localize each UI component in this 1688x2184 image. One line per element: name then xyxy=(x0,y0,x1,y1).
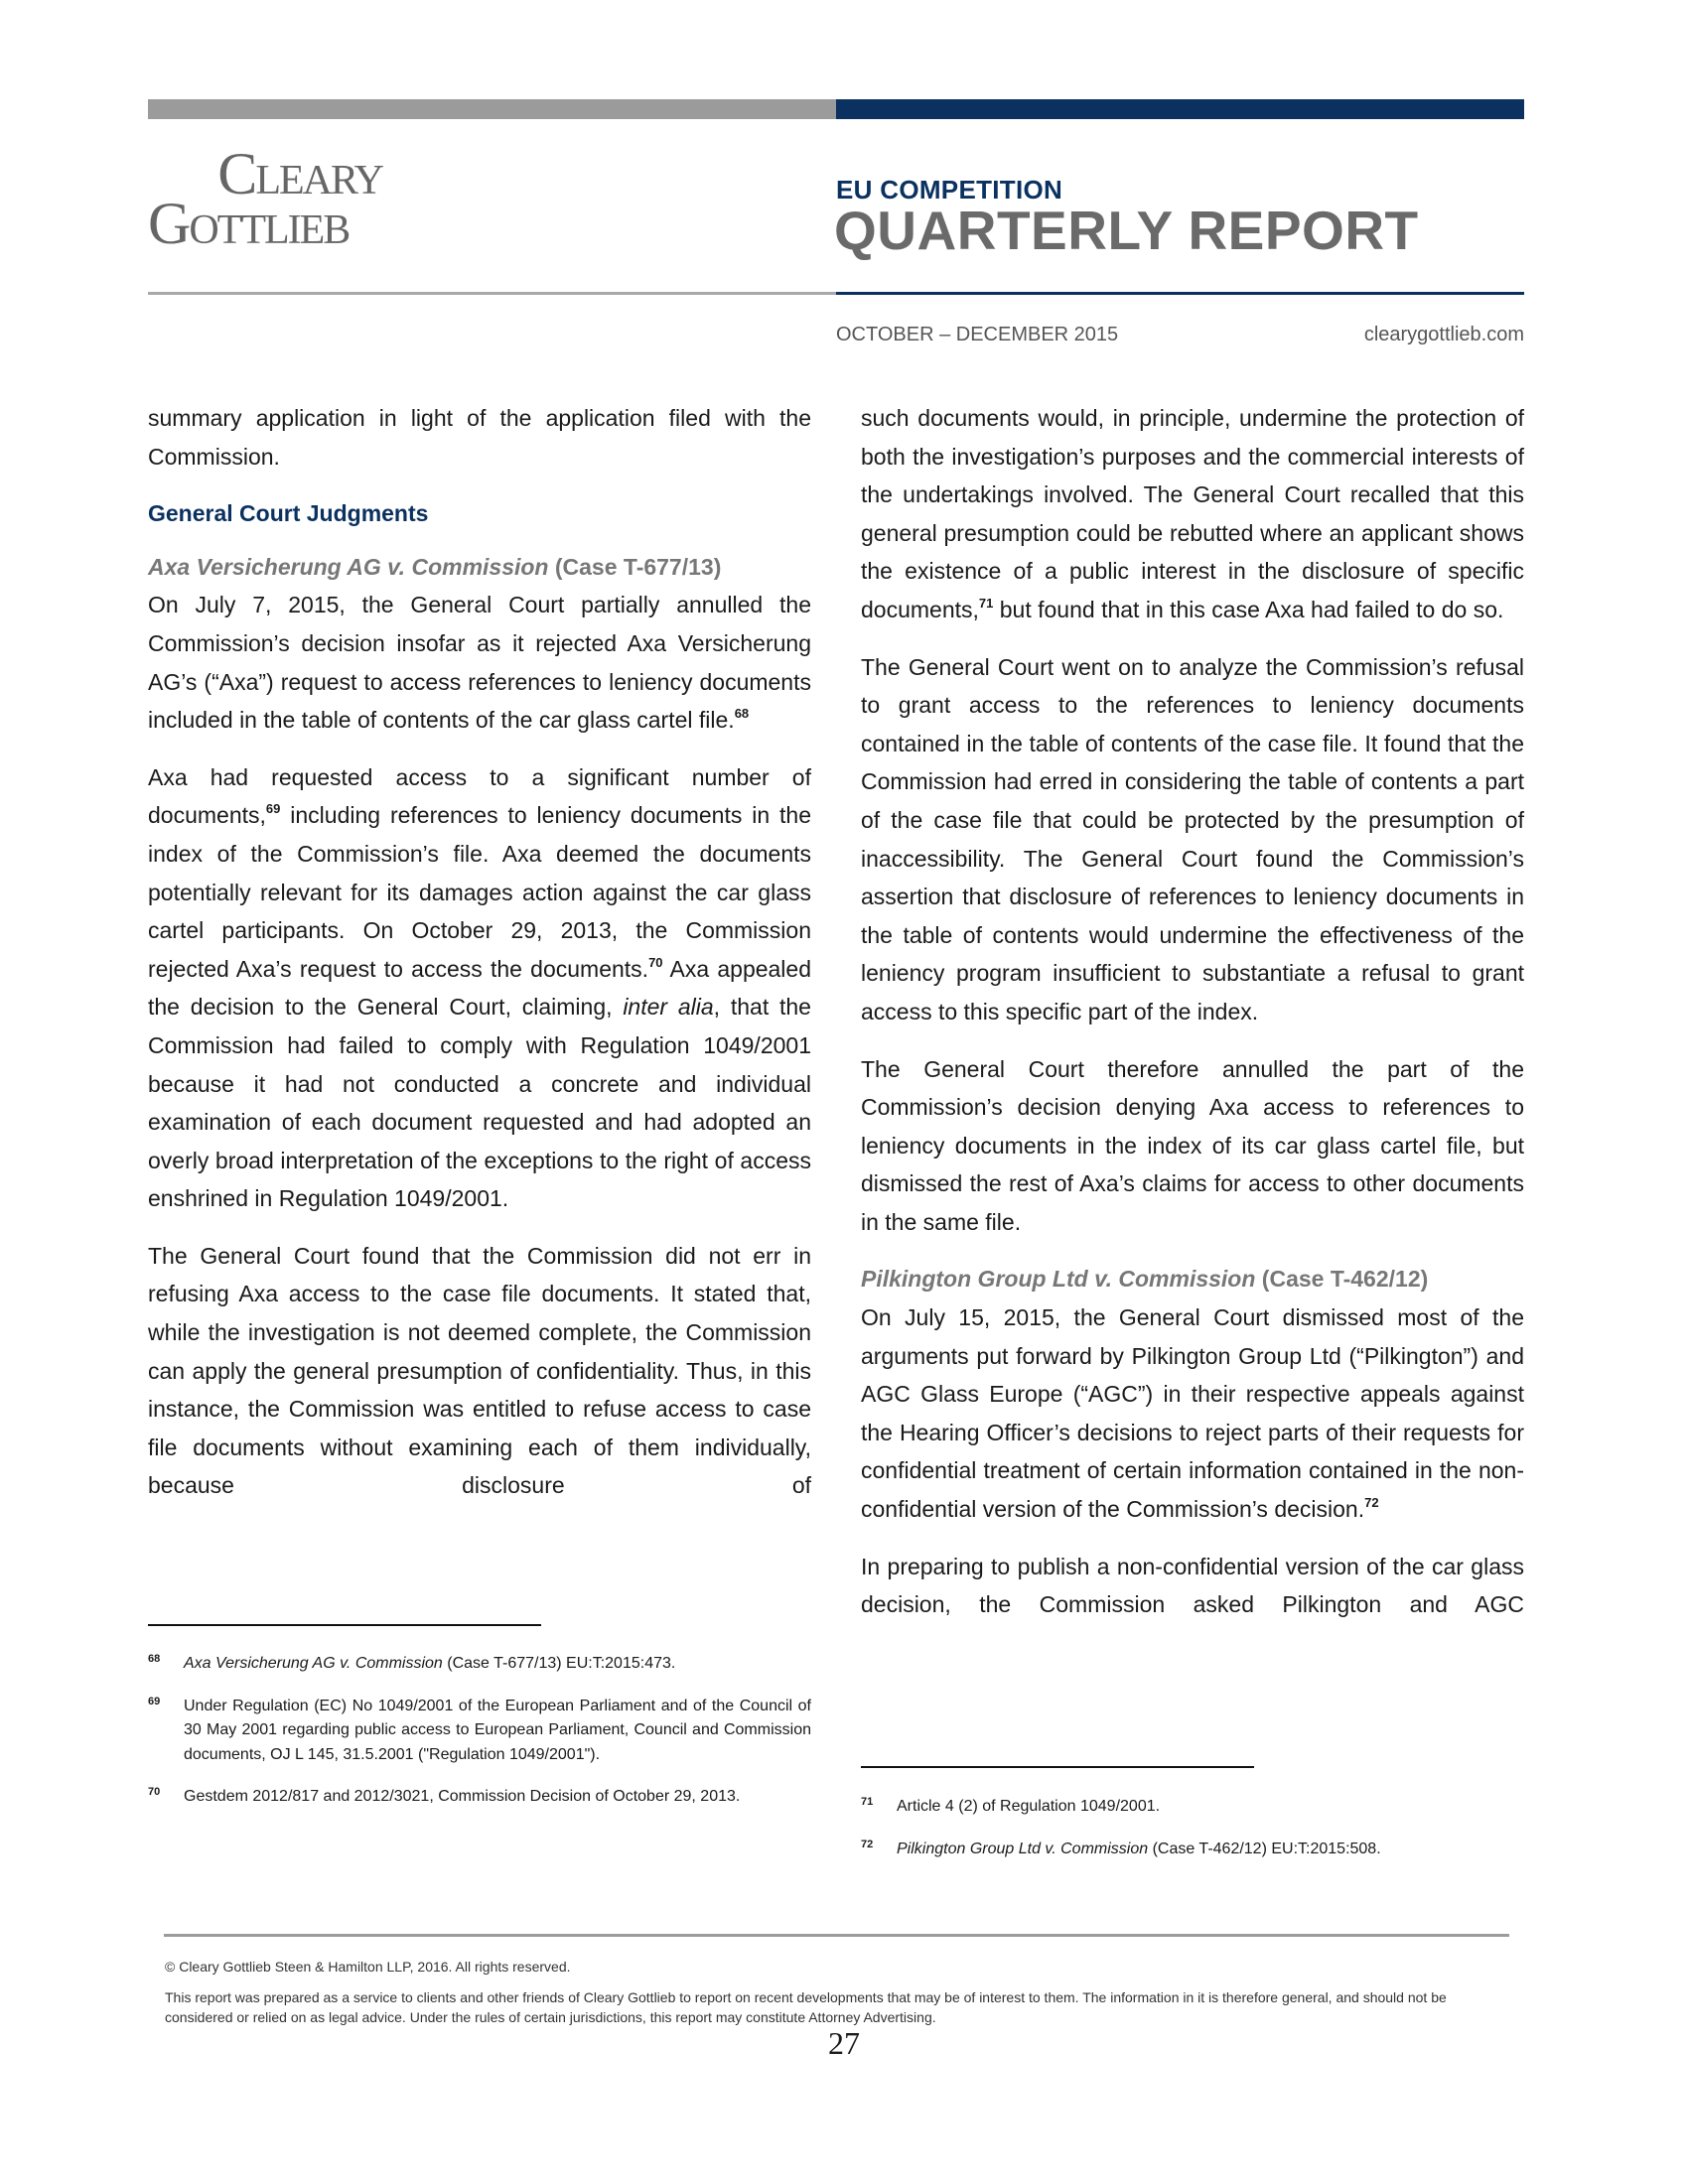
footnote-reference[interactable]: 69 xyxy=(265,801,281,817)
text-run: Article 4 (2) of Regulation 1049/2001. xyxy=(897,1798,1161,1815)
header-rule-navy xyxy=(836,292,1524,295)
footnote-text xyxy=(184,1785,811,1810)
header-bar-navy xyxy=(836,99,1524,119)
text-run: The General Court therefore annulled the part of the Commission’s decision denying Axa access to references to leniency documents in the index of its car glass cartel file, but dismissed the rest of Axa’s claims for access to other documents in the same file. xyxy=(861,1055,1524,1235)
footnote xyxy=(148,1695,811,1768)
body-paragraph xyxy=(861,648,1524,1031)
report-title: QUARTERLY REPORT xyxy=(834,200,1419,261)
text-run: , that the Commission had failed to comply with Regulation 1049/2001 because it had not conducted a concrete and individual examination of each document requested and had adopted an overly broad interpretation of the exceptions to the right of access enshrined in Regulation 1049/2001. xyxy=(148,994,811,1212)
footnote xyxy=(148,1652,811,1677)
italic-text: Axa Versicherung AG v. Commission xyxy=(148,553,549,580)
footnote-divider-left xyxy=(148,1624,541,1626)
footnote-text xyxy=(184,1652,811,1677)
header-bar-grey xyxy=(148,99,836,119)
section-heading: General Court Judgments xyxy=(148,500,429,527)
right-column xyxy=(861,399,1524,1643)
italic-text: inter alia xyxy=(623,994,714,1021)
left-column xyxy=(148,399,811,1524)
footnote-number: 72 xyxy=(861,1838,874,1850)
website-link[interactable]: clearygottlieb.com xyxy=(1363,324,1524,345)
text-run: summary application in light of the application filed with the Commission. xyxy=(148,405,811,470)
footnote-text xyxy=(897,1795,1524,1820)
disclaimer: This report was prepared as a service to clients and other friends of Cleary Gottlieb to report on recent developments that may be of interest to them. The information in it is therefore general, and should not be considered or relied on as legal advice. Under the rules of certain jurisdictions, this report may constitute Attorney Advertising. xyxy=(165,1989,1447,2025)
text-run: Gestdem 2012/817 and 2012/3021, Commission Decision of October 29, 2013. xyxy=(184,1788,741,1805)
logo-line-1: Cleary xyxy=(217,141,382,206)
footnote-number: 68 xyxy=(148,1653,161,1665)
body-paragraph xyxy=(148,399,811,476)
text-run: The General Court went on to analyze the Commission’s refusal to grant access to the references to leniency documents contained in the table of contents of the case file. It found that the Commission had erred in considering the table of contents a part of the case file that could be protected by the presumption of inaccessibility. The General Court found the Commission’s assertion that disclosure of references to leniency documents in the table of contents would undermine the effectiveness of the leniency program insufficient to substantiate a refusal to grant access to this specific part of the index. xyxy=(861,653,1524,1024)
footer-rule xyxy=(164,1934,1509,1937)
text-run: (Case T-462/12) EU:T:2015:508. xyxy=(1148,1840,1381,1857)
footnote-text xyxy=(897,1838,1524,1862)
footnote xyxy=(148,1785,811,1810)
footnote-text xyxy=(184,1695,811,1768)
body-paragraph xyxy=(148,758,811,1218)
text-run: (Case T-677/13) xyxy=(548,553,722,580)
body-paragraph xyxy=(148,1237,811,1505)
italic-text: Pilkington Group Ltd v. Commission xyxy=(861,1266,1256,1293)
italic-text: Pilkington Group Ltd v. Commission xyxy=(897,1840,1149,1857)
footnotes-left xyxy=(148,1652,811,1828)
text-run: such documents would, in principle, undermine the protection of both the investigation’s purposes and the commercial interests of the undertakings involved. The General Court recalled that this general presumption could be rebutted where an applicant shows the existence of a public interest in the disclosure of specific documents, xyxy=(861,405,1524,622)
footnote-reference[interactable]: 72 xyxy=(1364,1495,1379,1511)
footnote xyxy=(861,1838,1524,1862)
body-paragraph xyxy=(861,1298,1524,1529)
footnote-reference[interactable]: 71 xyxy=(978,595,994,611)
text-run: (Case T-462/12) xyxy=(1255,1266,1429,1293)
logo-line-2: Gottlieb xyxy=(148,191,350,256)
footnote-number: 71 xyxy=(861,1796,874,1808)
body-paragraph xyxy=(861,1050,1524,1242)
body-paragraph xyxy=(148,586,811,739)
case-heading xyxy=(861,1260,1524,1298)
text-run: including references to leniency documents in the index of the Commission’s file. Axa deemed the documents potentially relevant for its damages action against the car glass cartel participants. On October 29, 2013, the Commission rejected Axa’s request to access the documents. xyxy=(148,802,811,982)
firm-logo xyxy=(148,141,382,256)
footnote-number: 69 xyxy=(148,1695,161,1707)
page-number: 27 xyxy=(828,2025,860,2061)
footnote-reference[interactable]: 70 xyxy=(648,954,663,970)
text-run: but found that in this case Axa had failed to do so. xyxy=(993,596,1504,622)
header-rule-grey xyxy=(148,292,836,295)
footnote-reference[interactable]: 68 xyxy=(734,706,750,722)
report-period: OCTOBER – DECEMBER 2015 xyxy=(836,324,1119,345)
body-paragraph xyxy=(861,399,1524,629)
text-run: On July 15, 2015, the General Court dismissed most of the arguments put forward by Pilkington Group Ltd (“Pilkington”) and AGC Glass Europe (“AGC”) in their respective appeals against the Hearing Officer’s decisions to reject parts of their requests for confidential treatment of certain information contained in the non-confidential version of the Commission’s decision. xyxy=(861,1304,1524,1523)
text-run: In preparing to publish a non-confidential version of the car glass decision, the Commission asked Pilkington and AGC xyxy=(861,1553,1524,1618)
text-run: The General Court found that the Commission did not err in refusing Axa access to the case file documents. It stated that, while the investigation is not deemed complete, the Commission can apply the general presumption of confidentiality. Thus, in this instance, the Commission was entitled to refuse access to case file documents without examining each of them individually, because disclosure of xyxy=(148,1242,811,1499)
italic-text: Axa Versicherung AG v. Commission xyxy=(184,1655,443,1672)
text-run: On July 7, 2015, the General Court partially annulled the Commission’s decision insofar as it rejected Axa Versicherung AG’s (“Axa”) request to access references to leniency documents included in the table of contents of the car glass cartel file. xyxy=(148,592,811,734)
body-paragraph xyxy=(861,1548,1524,1624)
text-run: (Case T-677/13) EU:T:2015:473. xyxy=(442,1655,676,1672)
footnote-number: 70 xyxy=(148,1786,161,1798)
case-heading xyxy=(148,548,811,587)
copyright: © Cleary Gottlieb Steen & Hamilton LLP, 2016. All rights reserved. xyxy=(165,1959,571,1975)
report-kicker: EU COMPETITION xyxy=(836,175,1063,205)
footnotes-right xyxy=(861,1795,1524,1879)
text-run: Under Regulation (EC) No 1049/2001 of the European Parliament and of the Council of 30 May 2001 regarding public access to European Parliament, Council and Commission documents, OJ L 145, 31.5.2001 ("Regulation 1049/2001"). xyxy=(184,1697,811,1763)
footnote xyxy=(861,1795,1524,1820)
text-run: Axa appealed the decision to the General Court, claiming, xyxy=(148,955,812,1021)
footnote-divider-right xyxy=(861,1766,1254,1768)
text-run: Axa had requested access to a significant number of documents, xyxy=(148,763,811,829)
